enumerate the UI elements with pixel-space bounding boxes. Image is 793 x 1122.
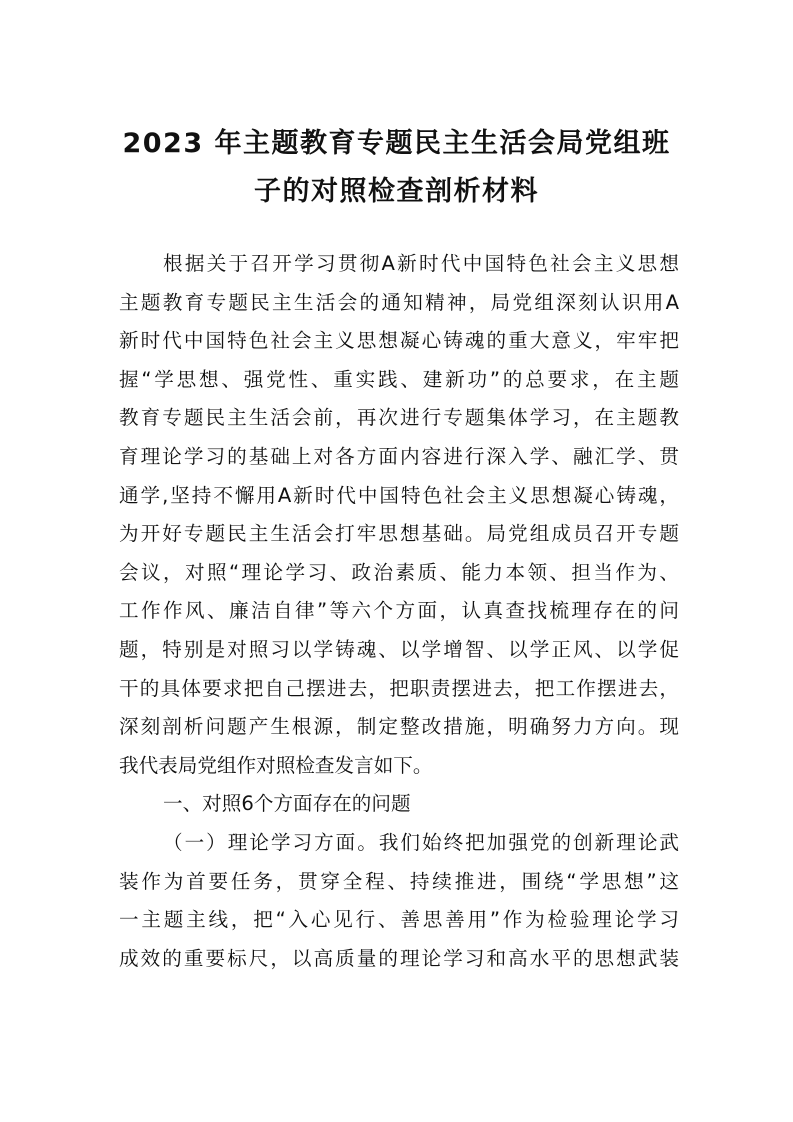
paragraph-intro bbox=[119, 245, 679, 785]
paragraph-line: 教育专题民主生活会前，再次进行专题集体学习，在主题教 bbox=[119, 406, 679, 430]
section-heading: 一、对照6个方面存在的问题 bbox=[163, 792, 411, 816]
paragraph-theory-study bbox=[119, 824, 679, 978]
paragraph-line: 为开好专题民主生活会打牢思想基础。局党组成员召开专题 bbox=[119, 522, 679, 546]
paragraph-line: 干的具体要求把自己摆进去，把职责摆进去，把工作摆进去， bbox=[119, 676, 679, 700]
paragraph-line: （一）理论学习方面。我们始终把加强党的创新理论武 bbox=[163, 830, 679, 854]
paragraph-line: 题，特别是对照习以学铸魂、以学增智、以学正风、以学促 bbox=[119, 637, 679, 661]
paragraph-line: 会议，对照“理论学习、政治素质、能力本领、担当作为、 bbox=[119, 560, 679, 584]
paragraph-line: 根据关于召开学习贯彻A新时代中国特色社会主义思想 bbox=[163, 252, 679, 275]
paragraph-line: 工作作风、廉洁自律”等六个方面，认真查找梳理存在的问 bbox=[119, 599, 679, 623]
paragraph-line: 深刻剖析问题产生根源，制定整改措施，明确努力方向。现 bbox=[119, 715, 679, 739]
paragraph-line: 育理论学习的基础上对各方面内容进行深入学、融汇学、贯 bbox=[119, 444, 679, 468]
paragraph-line: 一主题主线，把“入心见行、善思善用”作为检验理论学习 bbox=[119, 908, 679, 932]
title-line-1: 2023 年主题教育专题民主生活会局党组班 bbox=[122, 128, 671, 159]
paragraph-line: 成效的重要标尺，以高质量的理论学习和高水平的思想武装 bbox=[119, 946, 679, 970]
document-title bbox=[110, 120, 683, 216]
paragraph-line: 主题教育专题民主生活会的通知精神，局党组深刻认识用A bbox=[119, 290, 679, 314]
paragraph-line: 我代表局党组作对照检查发言如下。 bbox=[119, 753, 433, 777]
paragraph-line: 装作为首要任务，贯穿全程、持续推进，围绕“学思想”这 bbox=[119, 869, 679, 893]
paragraph-line: 新时代中国特色社会主义思想凝心铸魂的重大意义，牢牢把 bbox=[119, 329, 679, 353]
paragraph-line: 通学,坚持不懈用A新时代中国特色社会主义思想凝心铸魂， bbox=[119, 483, 679, 507]
title-line-2: 子的对照检查剖析材料 bbox=[254, 176, 539, 207]
paragraph-line: 握“学思想、强党性、重实践、建新功”的总要求，在主题 bbox=[119, 367, 679, 391]
document-body bbox=[119, 245, 679, 978]
